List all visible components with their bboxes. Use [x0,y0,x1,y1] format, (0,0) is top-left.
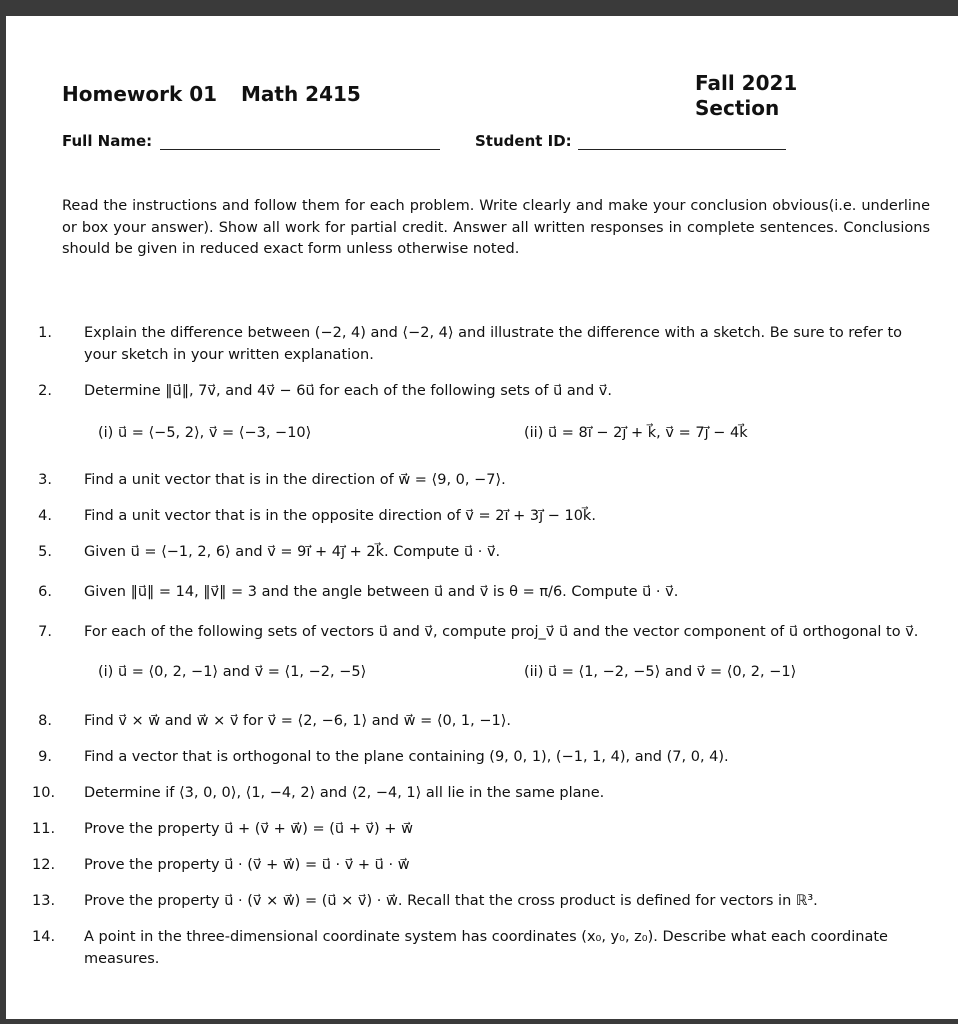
course-title: Math 2415 [241,82,361,106]
problem-7-part-i: (i) u⃗ = ⟨0, 2, −1⟩ and v⃗ = ⟨1, −2, −5⟩ [98,664,367,680]
problem-number: 10. [32,785,56,801]
problem-number: 6. [38,584,52,600]
section-label: Section [695,96,780,120]
full-name-line [160,149,440,150]
problem-text: Determine if ⟨3, 0, 0⟩, ⟨1, −4, 2⟩ and ⟨2, −4, 1⟩ all lie in the same plane. [84,785,605,801]
term-label: Fall 2021 [695,71,798,95]
problem-text: Prove the property u⃗ · (v⃗ × w⃗) = (u⃗ × v⃗) · w⃗. Recall that the cross product is defined for vectors in ℝ³. [84,893,818,909]
problem-number: 9. [38,749,52,765]
problem-number: 11. [32,821,56,837]
problem-text: Find a unit vector that is in the direction of w⃗ = ⟨9, 0, −7⟩. [84,472,506,488]
problem-2-part-ii: (ii) u⃗ = 8i⃗ − 2j⃗ + k⃗, v⃗ = 7j⃗ − 4k⃗ [524,425,748,441]
homework-title: Homework 01 [62,82,218,106]
problem-text: A point in the three-dimensional coordinate system has coordinates (x₀, y₀, z₀). Describe what each coordinate measures. [84,929,888,967]
problem-text: Prove the property u⃗ · (v⃗ + w⃗) = u⃗ · v⃗ + u⃗ · w⃗ [84,857,410,873]
problem-text: Find v⃗ × w⃗ and w⃗ × v⃗ for v⃗ = ⟨2, −6, 1⟩ and w⃗ = ⟨0, 1, −1⟩. [84,713,512,729]
problem-number: 3. [38,472,52,488]
problem-text: For each of the following sets of vectors u⃗ and v⃗, compute proj_v⃗ u⃗ and the vector component of u⃗ orthogonal to v⃗. [84,624,919,640]
problem-text: Find a unit vector that is in the opposite direction of v⃗ = 2i⃗ + 3j⃗ − 10k⃗. [84,508,596,524]
problem-number: 7. [38,624,52,640]
problem-text: Determine ‖u⃗‖, 7v⃗, and 4v⃗ − 6u⃗ for each of the following sets of u⃗ and v⃗. [84,383,612,399]
problem-text: Given ‖u⃗‖ = 14, ‖v⃗‖ = 3 and the angle between u⃗ and v⃗ is θ = π/6. Compute u⃗ · v⃗. [84,584,679,600]
problem-number: 14. [32,929,56,945]
document-page [6,16,958,1019]
problem-2-part-i: (i) u⃗ = ⟨−5, 2⟩, v⃗ = ⟨−3, −10⟩ [98,425,312,441]
problem-number: 13. [32,893,56,909]
problem-number: 1. [38,325,52,341]
instructions-paragraph: Read the instructions and follow them for each problem. Write clearly and make your conclusion obvious(i.e. underline or box your answer). Show all work for partial credit. Answer all written responses in complete sentences. Conclusions should be given in reduced exact form unless otherwise noted. [62,198,930,257]
problem-number: 8. [38,713,52,729]
viewer-top-bar [0,0,958,16]
problem-number: 5. [38,544,52,560]
problem-text: Explain the difference between (−2, 4) and ⟨−2, 4⟩ and illustrate the difference with a sketch. Be sure to refer to your sketch in your written explanation. [84,325,903,363]
problem-number: 12. [32,857,56,873]
full-name-label: Full Name: [62,132,153,150]
problem-text: Prove the property u⃗ + (v⃗ + w⃗) = (u⃗ + v⃗) + w⃗ [84,821,413,837]
problem-text: Given u⃗ = ⟨−1, 2, 6⟩ and v⃗ = 9i⃗ + 4j⃗ + 2k⃗. Compute u⃗ · v⃗. [84,544,501,560]
problem-7-part-ii: (ii) u⃗ = ⟨1, −2, −5⟩ and v⃗ = ⟨0, 2, −1⟩ [524,664,797,680]
problem-text: Find a vector that is orthogonal to the plane containing (9, 0, 1), (−1, 1, 4), and (7, 0, 4). [84,749,729,765]
problem-number: 4. [38,508,52,524]
problem-number: 2. [38,383,52,399]
student-id-line [578,149,786,150]
student-id-label: Student ID: [475,132,572,150]
